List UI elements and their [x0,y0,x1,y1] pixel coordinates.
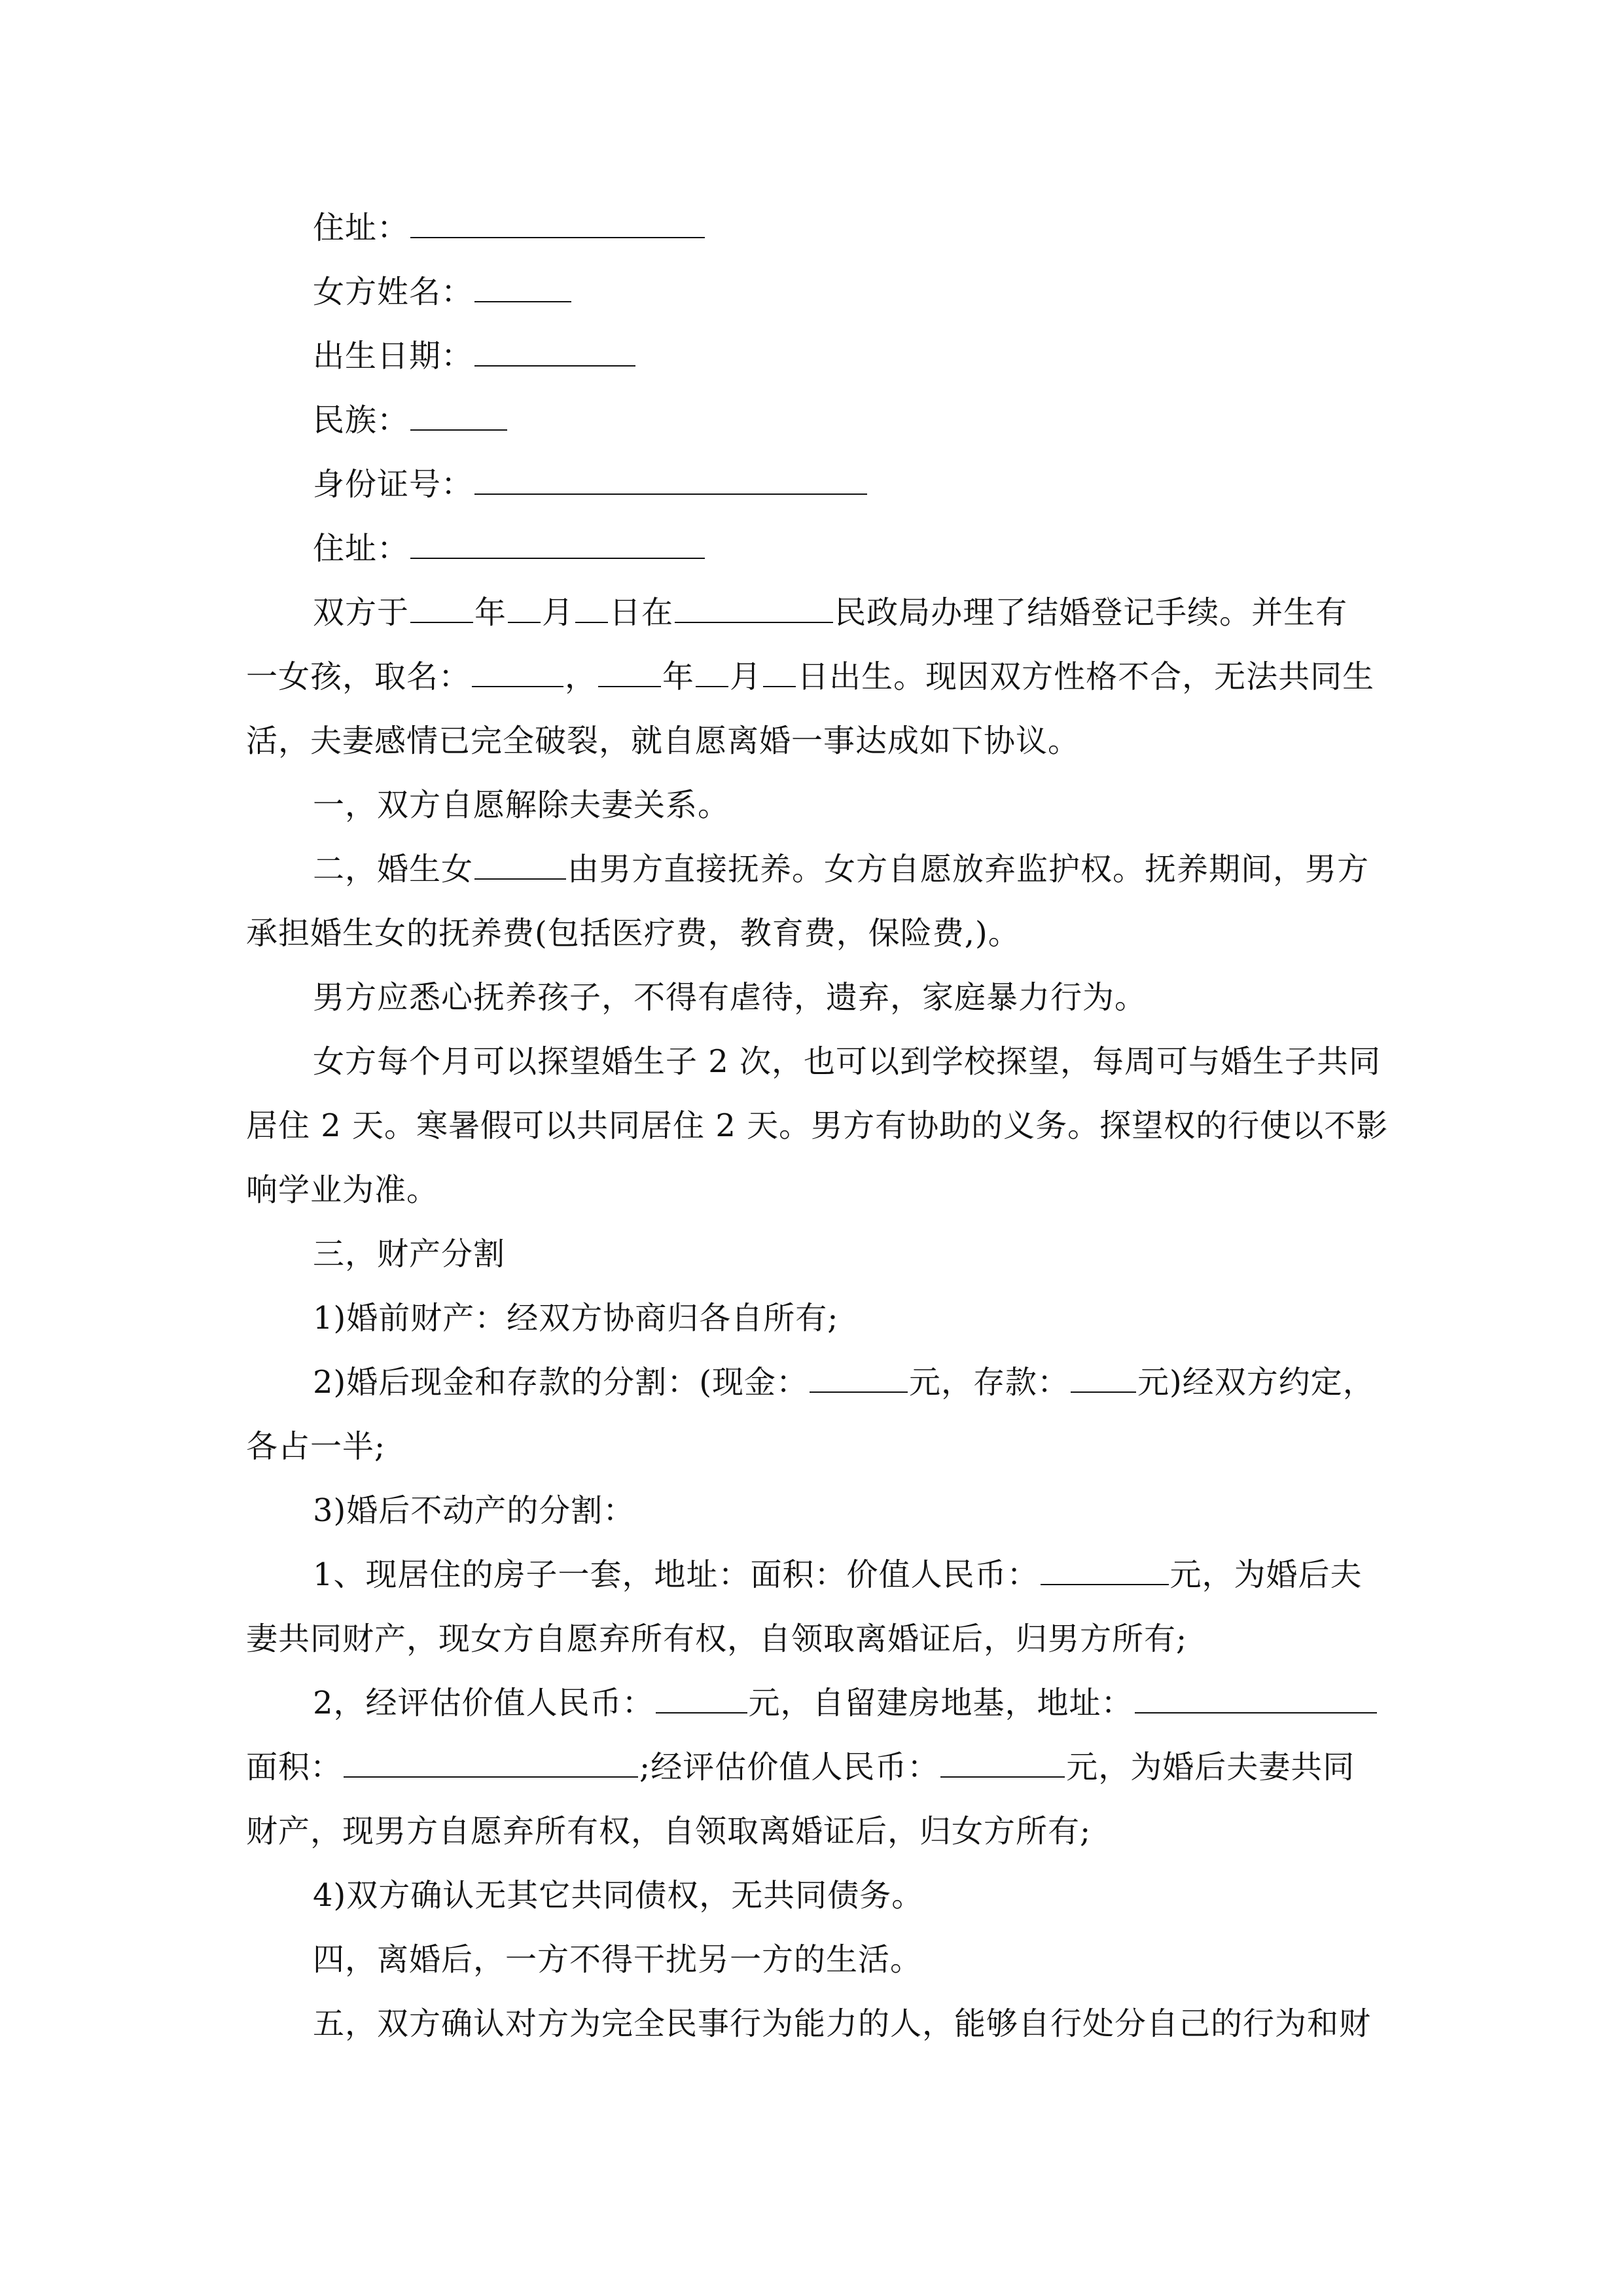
ethnicity-label: 民族： [313,402,410,439]
text-span: 年 [662,658,695,695]
text-span: 响学业为准。 [246,1172,439,1208]
child-name-blank[interactable] [472,657,563,687]
text-span: 女方每个月可以探望婚生子 2 次，也可以到学校探望，每周可与婚生子共同 [313,1043,1382,1080]
paragraph-line [246,1427,385,1466]
text-span: 双方于 [313,594,410,631]
clause-4 [313,1940,922,1979]
text-span: 男方应悉心抚养孩子，不得有虐待，遗弃，家庭暴力行为。 [313,979,1147,1016]
paragraph-line [246,1106,1388,1145]
text-span: 元)经双方约定， [1137,1364,1375,1401]
text-span: 二，婚生女 [313,851,474,888]
text-span: 月 [730,658,762,695]
area-line [246,1748,1355,1787]
bureau-blank[interactable] [675,593,833,623]
text-span: 日在 [609,594,674,631]
text-span: 2)婚后现金和存款的分割：(现金： [313,1364,808,1401]
birth-date-line [313,336,637,376]
address-line-1 [313,208,706,247]
child-month-blank[interactable] [696,657,728,687]
text-span: 一女孩，取名： [246,658,471,695]
text-span: 财产，现男方自愿弃所有权，自领取离婚证后，归女方所有; [246,1813,1092,1850]
address-line-2 [313,529,706,568]
paragraph-line [313,1491,635,1530]
year-blank[interactable] [410,593,473,623]
child-day-blank[interactable] [763,657,796,687]
text-span: 元，为婚后夫 [1169,1556,1363,1593]
day-blank[interactable] [575,593,608,623]
clause-1 [313,785,730,825]
child-info-line [246,657,1374,696]
savings-blank[interactable] [1071,1363,1136,1393]
clause-2 [313,850,1369,889]
text-span: 一，双方自愿解除夫妻关系。 [313,787,730,823]
text-span: 2，经评估价值人民币： [313,1685,654,1721]
text-span: ;经评估价值人民币： [639,1749,940,1785]
text-span: 年 [474,594,507,631]
cash-blank[interactable] [810,1363,908,1393]
address-blank[interactable] [410,529,705,559]
text-span: 面积： [246,1749,343,1785]
text-span: 居住 2 天。寒暑假可以共同居住 2 天。男方有协助的义务。探望权的行使以不影 [246,1107,1389,1144]
id-number-blank[interactable] [474,465,867,495]
text-span: 三，财产分割 [313,1236,506,1272]
clause-3-heading [313,1234,505,1274]
text-span: 活，夫妻感情已完全破裂，就自愿离婚一事达成如下协议。 [246,723,1080,759]
address-label: 住址： [313,530,410,567]
paragraph-line [246,1170,438,1210]
female-name-blank[interactable] [474,272,571,302]
text-span: 四，离婚后，一方不得干扰另一方的生活。 [313,1941,923,1978]
female-name-label: 女方姓名： [313,274,474,310]
child-year-blank[interactable] [598,657,661,687]
text-span: 妻共同财产，现女方自愿弃所有权，自领取离婚证后，归男方所有; [246,1621,1188,1657]
cash-savings-line [313,1363,1375,1402]
birth-date-label: 出生日期： [313,338,474,374]
text-span: 各占一半; [246,1428,386,1465]
text-span: 五，双方确认对方为完全民事行为能力的人，能够自行处分自己的行为和财 [313,2005,1372,2042]
text-span: 日出生。现因双方性格不合，无法共同生 [797,658,1375,695]
text-span: 民政局办理了结婚登记手续。并生有 [834,594,1348,631]
house-value-blank[interactable] [1041,1555,1169,1585]
ethnicity-line [313,401,508,440]
land-line [313,1683,1378,1723]
text-span: 元，存款： [909,1364,1070,1401]
text-span: ， [565,658,597,695]
daughter-name-blank[interactable] [474,850,566,880]
month-blank[interactable] [508,593,541,623]
land-value-blank[interactable] [656,1683,747,1713]
id-number-line [313,465,868,504]
text-span: 承担婚生女的抚养费(包括医疗费，教育费，保险费,)。 [246,915,1020,952]
text-span: 1)婚前财产：经双方协商归各自所有; [313,1300,839,1336]
area-blank[interactable] [344,1748,638,1778]
text-span: 1、现居住的房子一套，地址：面积：价值人民币： [313,1556,1039,1593]
birth-date-blank[interactable] [474,336,635,367]
paragraph-line [246,1812,1091,1851]
ethnicity-blank[interactable] [410,401,507,431]
text-span: 月 [542,594,575,631]
clause-5 [313,2004,1371,2043]
paragraph-line [246,721,1080,761]
paragraph-line [246,914,1020,953]
address-blank[interactable] [410,208,705,238]
text-span: 元，自留建房地基，地址： [748,1685,1133,1721]
address-label: 住址： [313,209,410,246]
text-span: 4)双方确认无其它共同债权，无共同债务。 [313,1877,924,1914]
land-address-blank[interactable] [1135,1683,1377,1713]
marriage-registration-line [313,593,1347,632]
paragraph-line [313,978,1147,1017]
paragraph-line [313,1876,923,1915]
paragraph-line [246,1619,1187,1659]
female-name-line [313,272,573,312]
text-span: 元，为婚后夫妻共同 [1066,1749,1355,1785]
text-span: 由男方直接抚养。女方自愿放弃监护权。抚养期间，男方 [567,851,1370,888]
house-line [313,1555,1363,1594]
paragraph-line [313,1299,838,1338]
text-span: 3)婚后不动产的分割： [313,1492,635,1529]
paragraph-line [313,1042,1381,1081]
assessed-value-blank[interactable] [940,1748,1065,1778]
id-number-label: 身份证号： [313,466,474,503]
